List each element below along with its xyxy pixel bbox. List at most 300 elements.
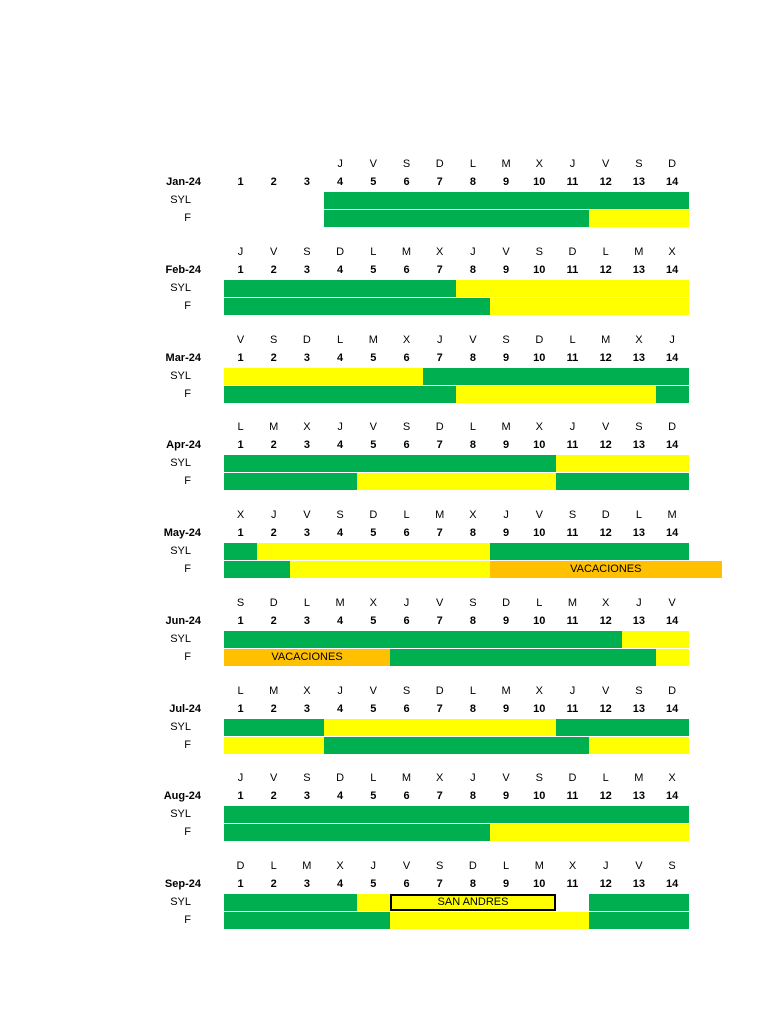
weekday-label: M bbox=[368, 333, 378, 346]
schedule-segment bbox=[224, 894, 357, 911]
row-label: SYL bbox=[170, 632, 191, 645]
weekday-label: S bbox=[469, 596, 477, 609]
day-number: 3 bbox=[303, 263, 310, 276]
day-number: 14 bbox=[665, 702, 679, 715]
month-block bbox=[0, 859, 768, 939]
day-number: 8 bbox=[469, 790, 476, 803]
weekday-label: J bbox=[569, 421, 576, 434]
month-name: May-24 bbox=[163, 527, 201, 539]
day-number: 10 bbox=[533, 527, 546, 539]
schedule-segment bbox=[224, 543, 257, 560]
day-number: 2 bbox=[270, 527, 277, 539]
day-number: 12 bbox=[599, 176, 612, 188]
day-number: 4 bbox=[337, 263, 344, 276]
day-number: 3 bbox=[303, 790, 310, 803]
day-number: 12 bbox=[599, 878, 612, 890]
day-number: 2 bbox=[270, 263, 277, 276]
day-number: 13 bbox=[632, 790, 646, 803]
weekday-label: J bbox=[602, 860, 609, 872]
weekday-label: J bbox=[436, 333, 443, 346]
weekday-label: L bbox=[469, 158, 476, 170]
weekday-label: X bbox=[236, 509, 245, 521]
weekday-label: S bbox=[236, 596, 245, 609]
row-label: SYL bbox=[170, 808, 191, 821]
day-number: 14 bbox=[665, 790, 679, 803]
day-number: 11 bbox=[566, 351, 579, 364]
row-label: F bbox=[184, 914, 191, 926]
weekday-label: X bbox=[635, 333, 643, 346]
day-number: 6 bbox=[403, 439, 410, 452]
weekday-label: D bbox=[568, 245, 577, 258]
day-number: 1 bbox=[237, 527, 244, 539]
schedule-segment bbox=[390, 649, 656, 666]
day-number: 9 bbox=[503, 351, 510, 364]
day-number: 8 bbox=[469, 614, 476, 627]
day-number: 14 bbox=[665, 439, 679, 452]
weekday-label: M bbox=[634, 772, 644, 785]
day-number: 3 bbox=[303, 878, 310, 890]
weekday-label: L bbox=[403, 509, 410, 521]
weekday-label: S bbox=[535, 245, 543, 258]
schedule-segment bbox=[456, 280, 688, 297]
weekday-label: M bbox=[501, 684, 511, 697]
weekday-label: S bbox=[402, 421, 411, 434]
weekday-label: D bbox=[336, 245, 345, 258]
schedule-segment bbox=[224, 824, 490, 841]
weekday-label: L bbox=[469, 421, 476, 434]
schedule-segment bbox=[224, 561, 290, 578]
weekday-label: D bbox=[236, 860, 245, 872]
day-number: 14 bbox=[665, 351, 679, 364]
day-number: 5 bbox=[370, 176, 377, 188]
day-number: 13 bbox=[632, 614, 646, 627]
day-number: 6 bbox=[403, 527, 410, 539]
day-number: 14 bbox=[665, 878, 679, 890]
day-number: 10 bbox=[533, 176, 546, 188]
row-label: SYL bbox=[170, 369, 191, 382]
weekday-label: V bbox=[602, 684, 610, 697]
weekday-label: S bbox=[436, 860, 444, 872]
weekday-label: M bbox=[567, 596, 578, 609]
day-number: 9 bbox=[503, 527, 510, 539]
weekday-label: S bbox=[402, 684, 411, 697]
weekday-label: S bbox=[303, 245, 311, 258]
day-number: 8 bbox=[469, 527, 476, 539]
weekday-label: D bbox=[668, 421, 677, 434]
day-number: 2 bbox=[270, 702, 277, 715]
schedule-segment bbox=[390, 912, 589, 929]
day-number: 10 bbox=[533, 878, 546, 890]
weekday-label: M bbox=[302, 860, 312, 872]
weekday-label: S bbox=[336, 509, 344, 521]
weekday-label: X bbox=[535, 158, 543, 170]
weekday-label: D bbox=[468, 860, 477, 872]
weekday-label: M bbox=[401, 772, 412, 785]
month-block bbox=[0, 420, 768, 500]
day-number: 2 bbox=[270, 439, 277, 452]
day-number: 10 bbox=[533, 614, 546, 627]
weekday-label: V bbox=[469, 333, 477, 346]
weekday-label: X bbox=[402, 333, 411, 346]
weekday-label: D bbox=[568, 772, 577, 785]
row-label: F bbox=[184, 475, 191, 488]
schedule-segment bbox=[490, 543, 689, 560]
day-number: 1 bbox=[237, 702, 244, 715]
weekday-label: D bbox=[668, 684, 677, 697]
day-number: 3 bbox=[303, 527, 310, 539]
weekday-label: L bbox=[270, 860, 277, 872]
weekday-label: V bbox=[369, 684, 377, 697]
day-number: 4 bbox=[337, 176, 344, 188]
weekday-label: L bbox=[303, 596, 310, 609]
day-number: 6 bbox=[403, 351, 410, 364]
day-number: 7 bbox=[436, 439, 443, 452]
event-box: SAN ANDRES bbox=[390, 894, 556, 911]
weekday-label: S bbox=[303, 772, 311, 785]
weekday-label: L bbox=[370, 772, 377, 785]
weekday-label: J bbox=[569, 684, 576, 697]
schedule-segment bbox=[490, 298, 689, 315]
day-number: 6 bbox=[403, 614, 410, 627]
weekday-label: M bbox=[667, 509, 677, 521]
weekday-label: L bbox=[237, 421, 244, 434]
weekday-label: L bbox=[635, 509, 642, 521]
vacation-label: VACACIONES bbox=[271, 650, 343, 663]
weekday-label: M bbox=[534, 860, 544, 872]
weekday-label: L bbox=[503, 860, 510, 872]
month-block bbox=[0, 771, 768, 851]
weekday-label: X bbox=[303, 684, 311, 697]
month-name: Apr-24 bbox=[166, 439, 201, 452]
day-number: 2 bbox=[270, 176, 277, 188]
row-label: SYL bbox=[170, 545, 191, 557]
weekday-label: V bbox=[236, 333, 245, 346]
weekday-label: M bbox=[501, 158, 511, 170]
day-number: 1 bbox=[237, 176, 244, 188]
weekday-label: D bbox=[668, 158, 677, 170]
weekday-label: L bbox=[237, 684, 244, 697]
day-number: 1 bbox=[237, 263, 244, 276]
day-number: 9 bbox=[503, 702, 510, 715]
weekday-label: X bbox=[469, 509, 477, 521]
month-block bbox=[0, 245, 768, 325]
row-label: F bbox=[184, 299, 191, 312]
weekday-label: X bbox=[668, 245, 676, 258]
weekday-label: M bbox=[269, 421, 279, 434]
schedule-segment bbox=[257, 543, 489, 560]
day-number: 5 bbox=[370, 527, 377, 539]
day-number: 12 bbox=[599, 263, 612, 276]
month-name: Jan-24 bbox=[166, 176, 201, 188]
day-number: 13 bbox=[632, 176, 646, 188]
weekday-label: S bbox=[568, 509, 577, 521]
schedule-segment bbox=[324, 210, 590, 227]
day-number: 13 bbox=[632, 878, 646, 890]
day-number: 5 bbox=[370, 790, 377, 803]
schedule-segment bbox=[224, 455, 556, 472]
weekday-label: J bbox=[237, 245, 244, 258]
row-label: F bbox=[184, 738, 191, 751]
day-number: 5 bbox=[370, 351, 377, 364]
day-number: 6 bbox=[403, 263, 410, 276]
weekday-label: D bbox=[435, 684, 444, 697]
day-number: 10 bbox=[533, 702, 546, 715]
weekday-label: M bbox=[335, 596, 345, 609]
day-number: 6 bbox=[403, 790, 410, 803]
weekday-label: V bbox=[502, 245, 510, 258]
day-number: 3 bbox=[303, 614, 310, 627]
weekday-label: J bbox=[636, 596, 642, 609]
weekday-label: M bbox=[601, 333, 611, 346]
weekday-label: S bbox=[270, 333, 278, 346]
schedule-segment bbox=[589, 737, 689, 754]
weekday-label: X bbox=[568, 860, 577, 872]
day-number: 11 bbox=[566, 702, 579, 715]
day-number: 3 bbox=[303, 351, 310, 364]
row-label: F bbox=[184, 563, 191, 575]
row-label: SYL bbox=[170, 281, 191, 294]
day-number: 5 bbox=[370, 439, 377, 452]
weekday-label: V bbox=[502, 772, 510, 785]
day-number: 1 bbox=[237, 614, 244, 627]
weekday-label: D bbox=[502, 596, 511, 609]
day-number: 7 bbox=[436, 790, 443, 803]
schedule-segment bbox=[224, 298, 490, 315]
weekday-label: J bbox=[337, 421, 343, 434]
weekday-label: J bbox=[237, 772, 244, 785]
day-number: 11 bbox=[566, 790, 579, 803]
weekday-label: S bbox=[635, 158, 643, 170]
weekday-label: V bbox=[436, 596, 444, 609]
weekday-label: D bbox=[302, 333, 311, 346]
schedule-segment bbox=[224, 368, 423, 385]
weekday-label: J bbox=[669, 333, 675, 346]
weekday-label: X bbox=[602, 596, 610, 609]
day-number: 14 bbox=[665, 176, 679, 188]
day-number: 9 bbox=[503, 878, 510, 890]
weekday-label: J bbox=[569, 158, 576, 170]
weekday-label: V bbox=[602, 421, 610, 434]
schedule-segment bbox=[224, 719, 324, 736]
row-label: SYL bbox=[170, 896, 191, 908]
weekday-label: V bbox=[668, 596, 676, 609]
day-number: 5 bbox=[370, 878, 377, 890]
weekday-label: M bbox=[501, 421, 511, 434]
schedule-segment bbox=[656, 649, 689, 666]
row-label: F bbox=[184, 826, 191, 839]
day-number: 13 bbox=[632, 702, 646, 715]
month-name: Jul-24 bbox=[169, 702, 201, 715]
day-number: 12 bbox=[599, 790, 612, 803]
day-number: 13 bbox=[632, 351, 646, 364]
day-number: 9 bbox=[503, 439, 510, 452]
day-number: 7 bbox=[436, 614, 443, 627]
day-number: 14 bbox=[665, 614, 679, 627]
weekday-label: X bbox=[369, 596, 377, 609]
day-number: 12 bbox=[599, 527, 612, 539]
row-label: SYL bbox=[170, 457, 191, 470]
day-number: 2 bbox=[270, 878, 277, 890]
row-label: SYL bbox=[170, 194, 191, 206]
schedule-segment bbox=[290, 561, 489, 578]
day-number: 7 bbox=[436, 263, 443, 276]
month-block bbox=[0, 684, 768, 764]
schedule-segment bbox=[622, 631, 688, 648]
day-number: 8 bbox=[469, 702, 476, 715]
day-number: 5 bbox=[370, 263, 377, 276]
schedule-segment bbox=[224, 806, 689, 823]
weekday-label: V bbox=[402, 860, 411, 872]
schedule-segment bbox=[556, 455, 689, 472]
schedule-segment bbox=[324, 192, 689, 209]
weekday-label: X bbox=[336, 860, 344, 872]
day-number: 10 bbox=[533, 263, 546, 276]
schedule-segment bbox=[456, 386, 655, 403]
month-name: Aug-24 bbox=[163, 790, 201, 803]
weekday-label: S bbox=[635, 684, 643, 697]
weekday-label: V bbox=[303, 509, 311, 521]
day-number: 12 bbox=[599, 439, 612, 452]
weekday-label: L bbox=[602, 772, 609, 785]
weekday-label: D bbox=[435, 421, 444, 434]
day-number: 4 bbox=[337, 790, 344, 803]
weekday-label: S bbox=[535, 772, 543, 785]
schedule-segment bbox=[224, 280, 456, 297]
weekday-label: J bbox=[403, 596, 410, 609]
day-number: 11 bbox=[566, 176, 579, 188]
day-number: 11 bbox=[566, 878, 579, 890]
day-number: 13 bbox=[632, 527, 646, 539]
day-number: 10 bbox=[533, 439, 546, 452]
day-number: 7 bbox=[436, 176, 443, 188]
schedule-segment bbox=[224, 737, 324, 754]
weekday-label: J bbox=[470, 245, 476, 258]
weekday-label: L bbox=[602, 245, 609, 258]
day-number: 11 bbox=[566, 614, 579, 627]
weekday-label: S bbox=[502, 333, 510, 346]
day-number: 10 bbox=[533, 351, 546, 364]
weekday-label: X bbox=[436, 772, 444, 785]
weekday-label: V bbox=[535, 509, 543, 521]
weekday-label: D bbox=[535, 333, 544, 346]
schedule-segment bbox=[589, 210, 689, 227]
day-number: 8 bbox=[469, 263, 476, 276]
weekday-label: L bbox=[569, 333, 576, 346]
vacation-label: VACACIONES bbox=[570, 563, 642, 575]
weekday-label: J bbox=[503, 509, 509, 521]
day-number: 14 bbox=[665, 263, 679, 276]
day-number: 1 bbox=[237, 351, 244, 364]
day-number: 2 bbox=[270, 614, 277, 627]
day-number: 1 bbox=[237, 790, 244, 803]
day-number: 13 bbox=[632, 439, 646, 452]
day-number: 2 bbox=[270, 790, 277, 803]
weekday-label: D bbox=[336, 772, 345, 785]
row-label: SYL bbox=[170, 720, 191, 733]
schedule-segment bbox=[589, 894, 689, 911]
day-number: 4 bbox=[337, 878, 344, 890]
weekday-label: J bbox=[370, 860, 377, 872]
weekday-label: V bbox=[369, 158, 377, 170]
schedule-segment bbox=[324, 737, 590, 754]
day-number: 6 bbox=[403, 702, 410, 715]
row-label: F bbox=[184, 212, 191, 224]
day-number: 4 bbox=[337, 439, 344, 452]
day-number: 9 bbox=[503, 176, 510, 188]
schedule-segment bbox=[556, 719, 689, 736]
weekday-label: M bbox=[435, 509, 445, 521]
day-number: 7 bbox=[436, 878, 443, 890]
day-number: 9 bbox=[503, 790, 510, 803]
weekday-label: M bbox=[269, 684, 279, 697]
row-label: F bbox=[184, 387, 191, 400]
weekday-label: X bbox=[303, 421, 311, 434]
day-number: 2 bbox=[270, 351, 277, 364]
schedule-segment bbox=[224, 386, 456, 403]
weekday-label: L bbox=[536, 596, 543, 609]
day-number: 13 bbox=[632, 263, 646, 276]
weekday-label: X bbox=[436, 245, 444, 258]
day-number: 3 bbox=[303, 176, 310, 188]
schedule-segment bbox=[357, 473, 556, 490]
day-number: 6 bbox=[403, 176, 410, 188]
day-number: 12 bbox=[599, 351, 612, 364]
weekday-label: M bbox=[634, 245, 644, 258]
weekday-label: L bbox=[370, 245, 377, 258]
day-number: 1 bbox=[237, 878, 244, 890]
day-number: 9 bbox=[503, 263, 510, 276]
weekday-label: J bbox=[337, 684, 343, 697]
weekday-label: S bbox=[668, 860, 676, 872]
weekday-label: D bbox=[269, 596, 278, 609]
day-number: 5 bbox=[370, 702, 377, 715]
weekday-label: L bbox=[337, 333, 344, 346]
day-number: 3 bbox=[303, 439, 310, 452]
row-label: F bbox=[184, 650, 191, 663]
weekday-label: X bbox=[535, 421, 543, 434]
weekday-label: D bbox=[435, 158, 444, 170]
schedule-segment bbox=[656, 386, 689, 403]
schedule-segment bbox=[224, 631, 622, 648]
day-number: 11 bbox=[566, 527, 579, 539]
weekday-label: L bbox=[469, 684, 476, 697]
weekday-label: S bbox=[635, 421, 643, 434]
day-number: 8 bbox=[469, 878, 476, 890]
day-number: 8 bbox=[469, 351, 476, 364]
month-block bbox=[0, 508, 768, 588]
day-number: 5 bbox=[370, 614, 377, 627]
day-number: 12 bbox=[599, 614, 612, 627]
weekday-label: V bbox=[635, 860, 643, 872]
day-number: 4 bbox=[337, 702, 344, 715]
month-name: Feb-24 bbox=[165, 263, 201, 276]
month-name: Mar-24 bbox=[165, 351, 201, 364]
day-number: 6 bbox=[403, 878, 410, 890]
schedule-segment bbox=[423, 368, 689, 385]
day-number: 4 bbox=[337, 614, 344, 627]
day-number: 11 bbox=[566, 263, 579, 276]
month-block bbox=[0, 333, 768, 413]
day-number: 7 bbox=[436, 702, 443, 715]
day-number: 1 bbox=[237, 439, 244, 452]
day-number: 11 bbox=[566, 439, 579, 452]
month-block bbox=[0, 157, 768, 237]
schedule-segment bbox=[490, 824, 689, 841]
month-block bbox=[0, 596, 768, 676]
day-number: 4 bbox=[337, 351, 344, 364]
day-number: 7 bbox=[436, 351, 443, 364]
schedule-segment bbox=[324, 719, 556, 736]
